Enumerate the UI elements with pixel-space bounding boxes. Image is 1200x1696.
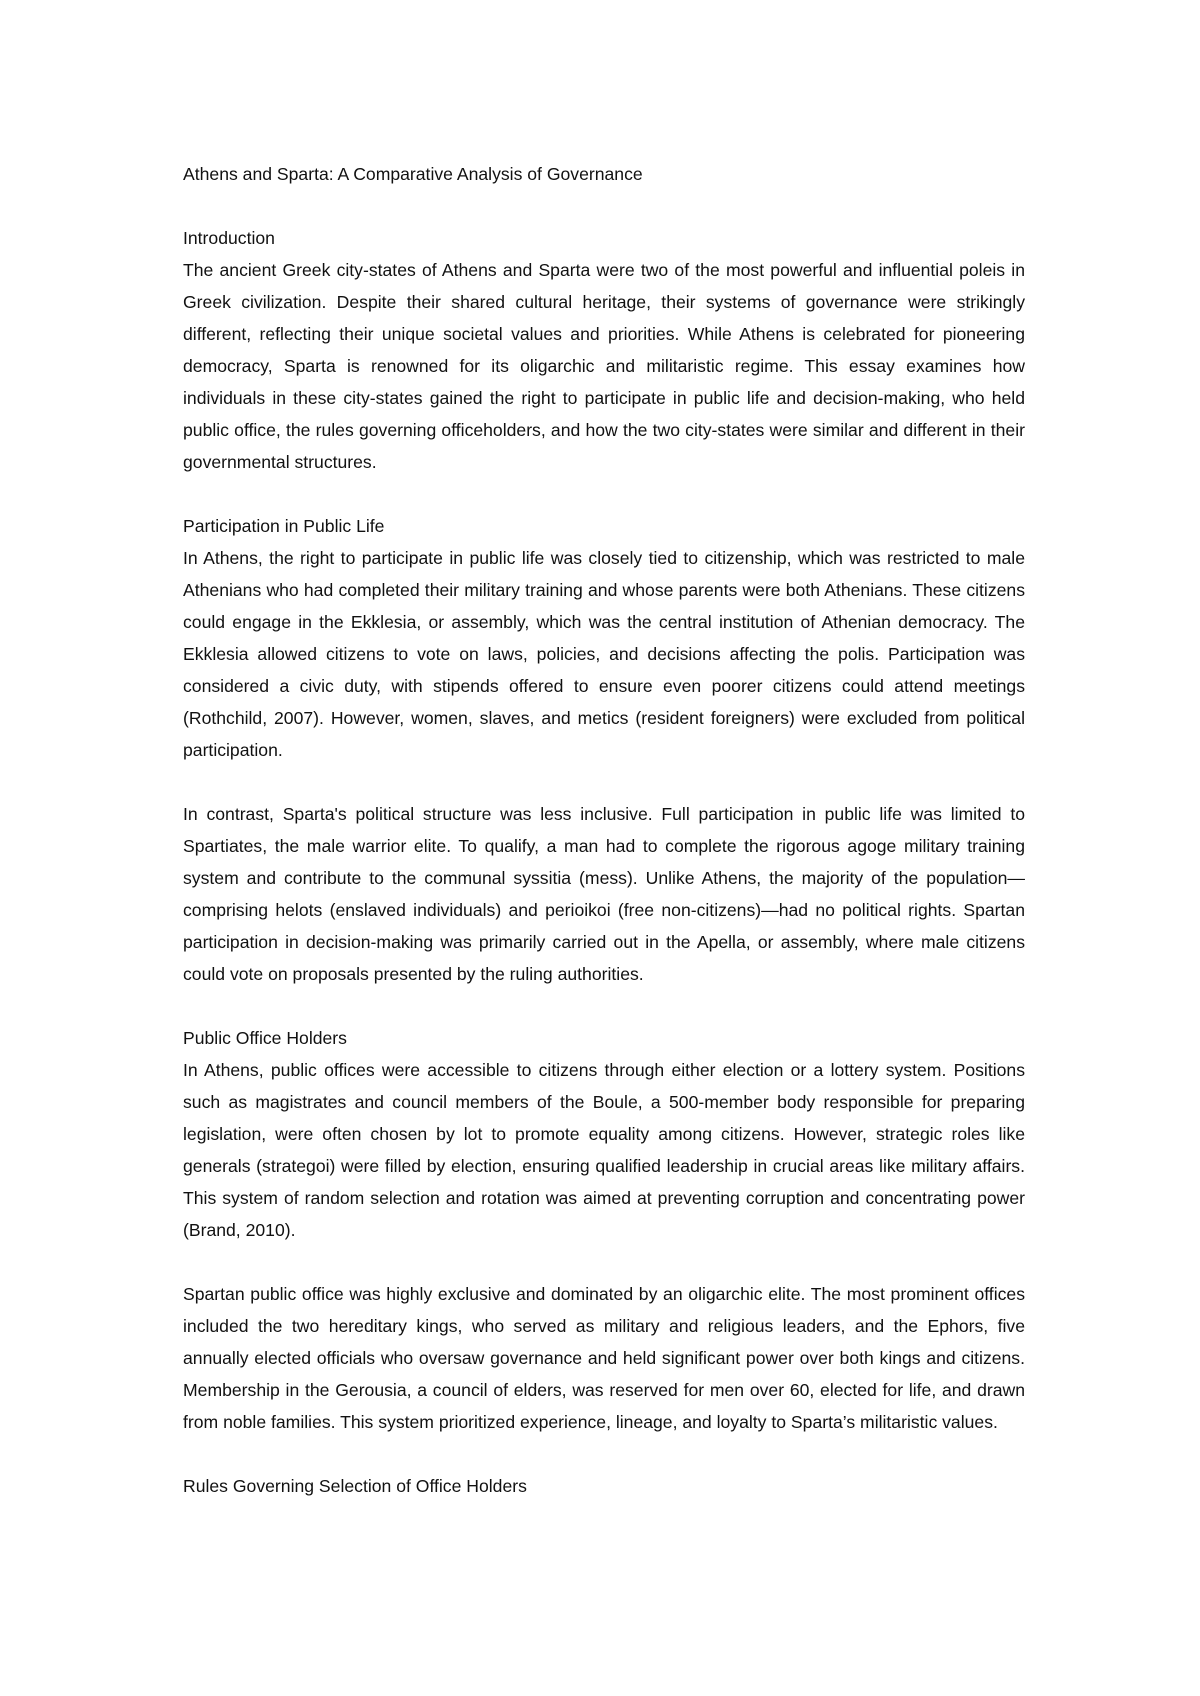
paragraph-office-athens: In Athens, public offices were accessible to citizens through either election or a lottery system. Positions such as magistrates and council members of the Boule, a 500-member body responsible for preparing legislation, were often chosen by lot to promote equality among citizens. However, strategic roles like generals (strategoi) were filled by election, ensuring qualified leadership in crucial areas like military affairs. This system of random selection and rotation was aimed at preventing corruption and concentrating power (Brand, 2010).	[183, 1060, 1025, 1240]
document-title: Athens and Sparta: A Comparative Analysis of Governance	[183, 164, 643, 184]
spacer	[183, 990, 1025, 1022]
paragraph-participation-athens: In Athens, the right to participate in public life was closely tied to citizenship, which was restricted to male Athenians who had completed their military training and whose parents were both Athenians. These citizens could engage in the Ekklesia, or assembly, which was the central institution of Athenian democracy. The Ekklesia allowed citizens to vote on laws, policies, and decisions affecting the polis. Participation was considered a civic duty, with stipends offered to ensure even poorer citizens could attend meetings (Rothchild, 2007). However, women, slaves, and metics (resident foreigners) were excluded from political participation.	[183, 548, 1025, 760]
paragraph-introduction: The ancient Greek city-states of Athens and Sparta were two of the most powerful and influential poleis in Greek civilization. Despite their shared cultural heritage, their systems of governance were strikingly different, reflecting their unique societal values and priorities. While Athens is celebrated for pioneering democracy, Sparta is renowned for its oligarchic and militaristic regime. This essay examines how individuals in these city-states gained the right to participate in public life and decision-making, who held public office, the rules governing officeholders, and how the two city-states were similar and different in their governmental structures.	[183, 260, 1025, 472]
section-heading-public-office: Public Office Holders	[183, 1028, 347, 1048]
section-heading-participation: Participation in Public Life	[183, 516, 385, 536]
document-body	[183, 158, 1025, 1502]
spacer	[183, 1246, 1025, 1278]
paragraph-office-sparta: Spartan public office was highly exclusive and dominated by an oligarchic elite. The most prominent offices included the two hereditary kings, who served as military and religious leaders, and the Ephors, five annually elected officials who oversaw governance and held significant power over both kings and citizens. Membership in the Gerousia, a council of elders, was reserved for men over 60, elected for life, and drawn from noble families. This system prioritized experience, lineage, and loyalty to Sparta’s militaristic values.	[183, 1284, 1025, 1432]
section-heading-rules: Rules Governing Selection of Office Holders	[183, 1476, 527, 1496]
spacer	[183, 478, 1025, 510]
spacer	[183, 766, 1025, 798]
spacer	[183, 190, 1025, 222]
paragraph-participation-sparta: In contrast, Sparta's political structure was less inclusive. Full participation in public life was limited to Spartiates, the male warrior elite. To qualify, a man had to complete the rigorous agoge military training system and contribute to the communal syssitia (mess). Unlike Athens, the majority of the population—comprising helots (enslaved individuals) and perioikoi (free non-citizens)—had no political rights. Spartan participation in decision-making was primarily carried out in the Apella, or assembly, where male citizens could vote on proposals presented by the ruling authorities.	[183, 804, 1025, 984]
spacer	[183, 1438, 1025, 1470]
section-heading-introduction: Introduction	[183, 228, 275, 248]
